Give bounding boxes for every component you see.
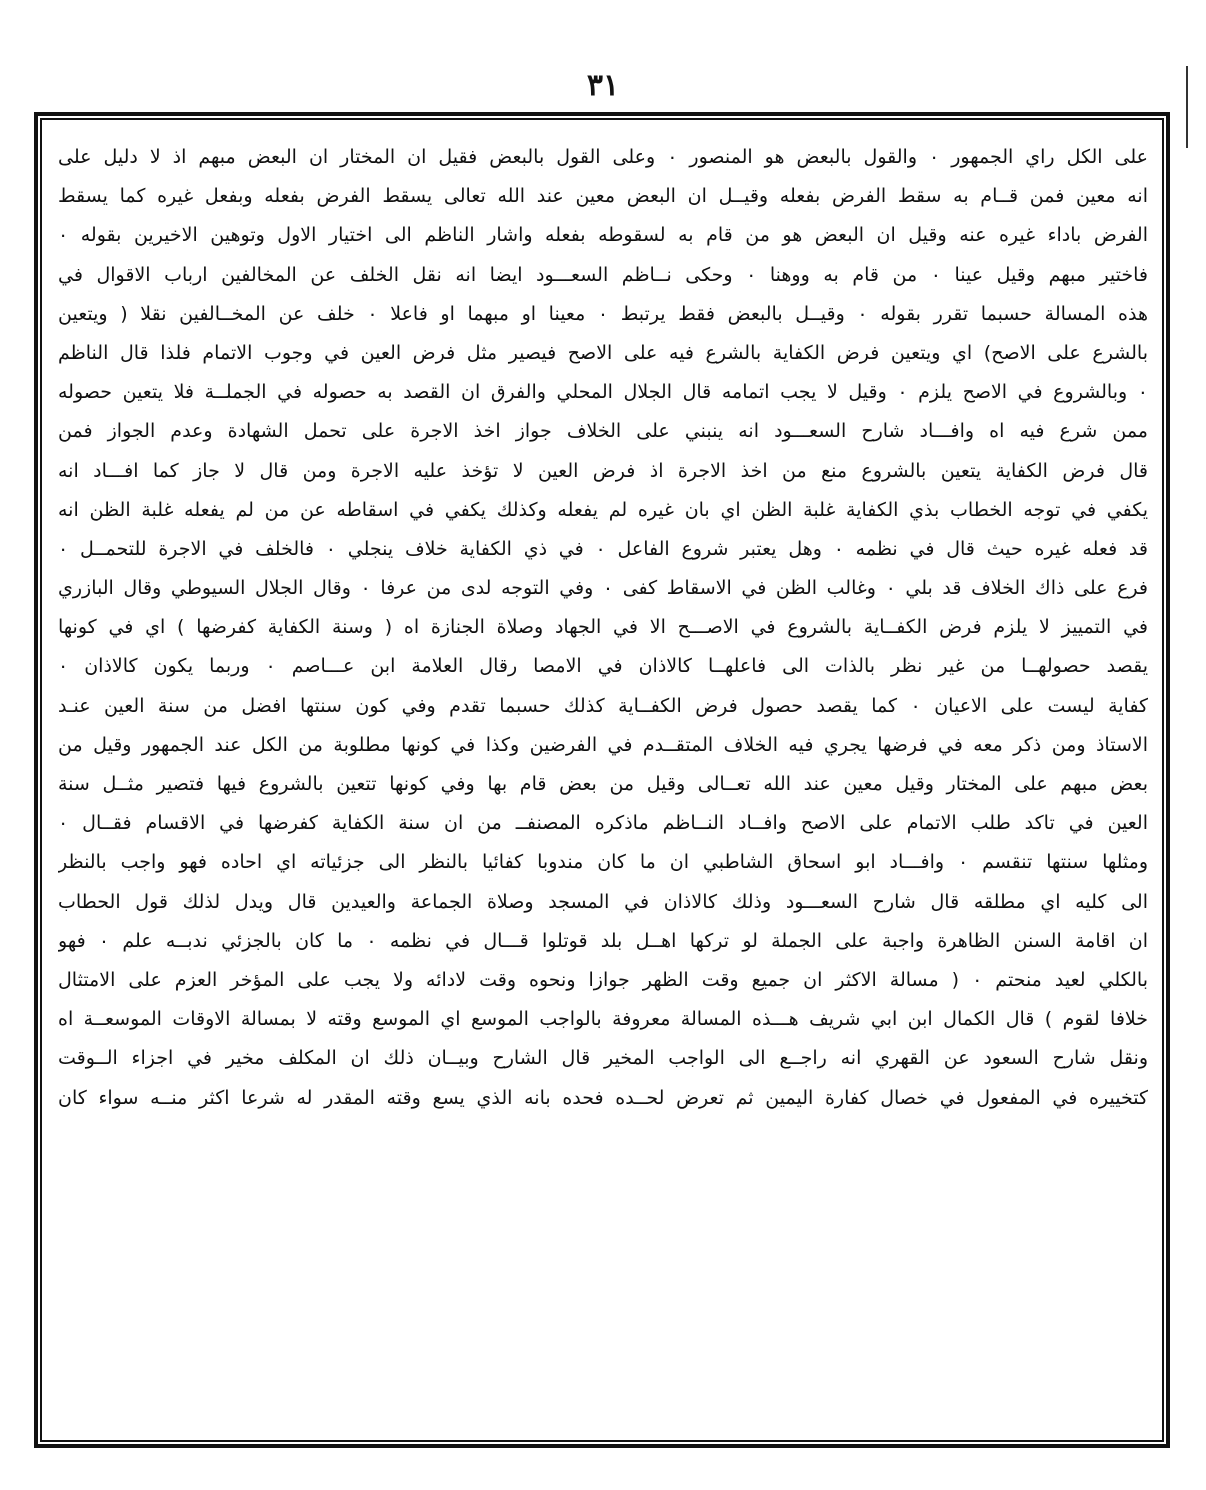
body-text [58, 138, 1148, 1434]
text-line: في التمييز لا يلزم فرض الكفــاية بالشروع في الاصـــح الا في الجهاد وصلاة الجنازة اه ( وسنة الكفاية كفرضها ) اي في كونها [58, 616, 1148, 639]
text-line: هذه المسالة حسبما تقرر بقوله ٠ وقيــل بالبعض فقط يرتبط ٠ معينا او مبهما او فاعلا ٠ خلف عن المخــالفين نقلا ( ويتعين [58, 302, 1148, 325]
text-line: يقصد حصولهــا من غير نظر بالذات الى فاعلهــا كالاذان في الامصا رقال العلامة ابن عـــاصم ٠ وربما يكون كالاذان ٠ [58, 655, 1148, 678]
text-line: ٠ وبالشروع في الاصح يلزم ٠ وقيل لا يجب اتمامه قال الجلال المحلي والفرق ان القصد به حصوله في الجملــة فلا يتعين حصوله [58, 381, 1148, 404]
text-line: قال فرض الكفاية يتعين بالشروع منع من اخذ الاجرة اذ فرض العين لا تؤخذ عليه الاجرة ومن قال لا جاز كما افـــاد انه [58, 459, 1148, 482]
text-line: على الكل راي الجمهور ٠ والقول بالبعض هو المنصور ٠ وعلى القول بالبعض فقيل ان المختار ان البعض مبهم اذ لا دليل على [58, 146, 1148, 168]
text-line: العين في تاكد طلب الاتمام على الاصح وافــاد النــاظم ماذكره المصنفــ من ان سنة الكفاية كفرضها في الاقسام فقــال ٠ [58, 812, 1148, 835]
text-line: الفرض باداء غيره عنه وقيل ان البعض هو من قام به لسقوطه بفعله واشار الناظم الى اختيار الاول وتوهين الاخيرين بقوله ٠ [58, 224, 1148, 247]
text-line: بالشرع على الاصح) اي ويتعين فرض الكفاية بالشرع فيه على الاصح فيصير مثل فرض العين في وجوب الاتمام فلذا قال الناظم [58, 341, 1148, 364]
text-line: قد فعله غيره حيث قال في نظمه ٠ وهل يعتبر شروع الفاعل ٠ في ذي الكفاية خلاف ينجلي ٠ فالخلف في الاجرة للتحمــل ٠ [58, 537, 1148, 560]
text-line: كتخييره في المفعول في خصال كفارة اليمين ثم تعرض لحــده فحده بانه الذي يسع وقته المقدر له شرعا اكثر منــه سواء كان [58, 1086, 1148, 1109]
text-line: يكفي في توجه الخطاب بذي الكفاية غلبة الظن اي بان غيره لم يفعله وكذلك يكفي في اسقاطه عن من لم يفعله غلبة الظن انه [58, 498, 1148, 521]
text-line: الاستاذ ومن ذكر معه في فرضها يجري فيه الخلاف المتقــدم في الفرضين وكذا في كونها مطلوبة من الكل عند الجمهور وقيل من [58, 733, 1148, 756]
text-line: بالكلي لعيد منحتم ٠ ( مسالة الاكثر ان جميع وقت الظهر جوازا ونحوه وقت لادائه ولا يجب على المؤخر العزم على الامتثال [58, 968, 1148, 991]
text-line: خلافا لقوم ) قال الكمال ابن ابي شريف هـــذه المسالة معروفة بالواجب الموسع اي الموسع وقته لا بمسالة الاوقات الموسعــة اه [58, 1008, 1148, 1031]
text-line: انه معين فمن قــام به سقط الفرض بفعله وقيــل ان البعض معين عند الله تعالى يسقط الفرض بفعله وبفعل غيره كما يسقط [58, 185, 1148, 208]
page-number: ٣١ [586, 68, 620, 103]
text-line: ان اقامة السنن الظاهرة واجبة على الجملة لو تركها اهــل بلد قوتلوا قـــال في نظمه ٠ ما كان بالجزئي ندبــه علم ٠ فهو [58, 929, 1148, 952]
text-line: الى كليه اي مطلقه قال شارح السعـــود وذلك كالاذان في المسجد وصلاة الجماعة والعيدين قال ويدل لذلك قول الحطاب [58, 890, 1148, 913]
text-line: فاختير مبهم وقيل عينا ٠ من قام به ووهنا ٠ وحكى نــاظم السعـــود ايضا انه نقل الخلف عن المخالفين ارباب الاقوال في [58, 263, 1148, 286]
text-line: ممن شرع فيه اه وافـــاد شارح السعـــود انه ينبني على الخلاف جواز اخذ الاجرة على تحمل الشهادة وعدم الجواز فمن [58, 420, 1148, 443]
text-line: فرع على ذاك الخلاف قد بلي ٠ وغالب الظن في الاسقاط كفى ٠ وفي التوجه لدى من عرفا ٠ وقال الجلال السيوطي وقال البازري [58, 577, 1148, 600]
text-line: ومثلها سنتها تنقسم ٠ وافـــاد ابو اسحاق الشاطبي ان ما كان مندوبا كفائيا بالنظر الى جزئياته اي احاده فهو واجب بالنظر [58, 851, 1148, 874]
text-line: بعض مبهم على المختار وقيل معين عند الله تعــالى وقيل من بعض قام بها وفي كونها تتعين بالشروع فيها فتصير مثــل سنة [58, 773, 1148, 795]
text-line: ونقل شارح السعود عن القهري انه راجــع الى الواجب المخير قال الشارح وبيــان ذلك ان المكلف مخير في اجزاء الــوقت [58, 1047, 1148, 1070]
text-line: كفاية ليست على الاعيان ٠ كما يقصد حصول فرض الكفــاية كذلك حسبما تقدم وفي كون سنتها افضل من سنة العين عنـد [58, 694, 1148, 717]
